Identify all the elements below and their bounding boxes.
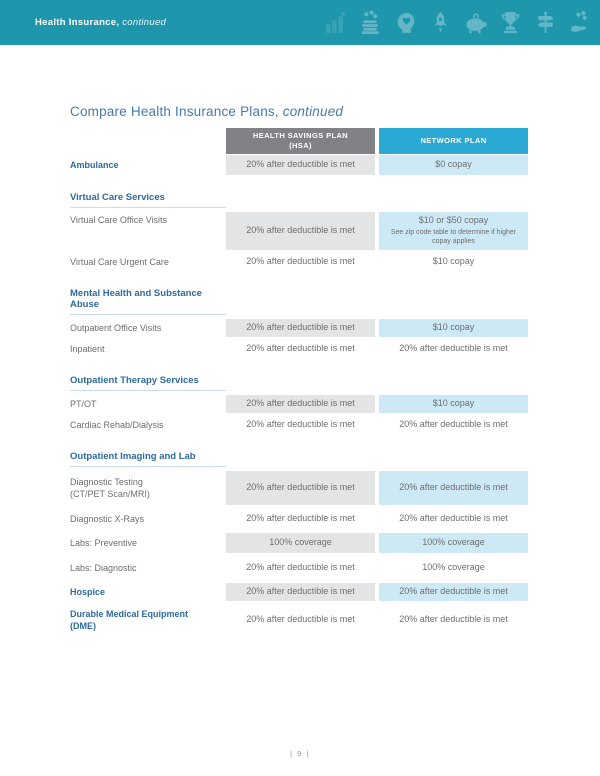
hsa-cell: 20% after deductible is met	[246, 343, 355, 354]
network-cell-note: See zip code table to determine if higher copay applies	[390, 228, 517, 246]
section-imaging-lab	[70, 451, 528, 633]
row-label: Labs: Preventive	[70, 537, 138, 548]
hsa-cell: 20% after deductible is met	[226, 471, 375, 505]
network-cell: $10 copay	[379, 319, 528, 337]
table-row-cardiac-rehab	[70, 416, 528, 434]
comparison-table	[70, 128, 528, 633]
piggy-bank-icon	[463, 10, 488, 35]
page-number: | 9 |	[290, 749, 310, 758]
coins-stack-icon	[358, 10, 383, 35]
table-row-dme	[70, 607, 528, 633]
row-label: Durable Medical Equipment	[70, 608, 189, 619]
network-cell: 100% coverage	[379, 533, 528, 553]
section-title: Virtual Care Services	[70, 192, 226, 208]
network-cell: 20% after deductible is met	[399, 343, 508, 354]
hsa-cell: 20% after deductible is met	[226, 155, 375, 175]
table-row-pt-ot	[70, 395, 528, 413]
row-label: Ambulance	[70, 159, 119, 170]
hsa-cell: 20% after deductible is met	[246, 562, 355, 573]
table-row-labs-preventive	[70, 533, 528, 553]
network-cell: 20% after deductible is met	[379, 471, 528, 505]
chart-coins-icon	[323, 10, 348, 35]
section-title: Mental Health and Substance Abuse	[70, 288, 226, 315]
row-label-line2: (CT/PET Scan/MRI)	[70, 489, 150, 499]
table-row-virtual-urgent-care	[70, 253, 528, 271]
row-label: PT/OT	[70, 398, 97, 409]
signpost-icon	[533, 10, 558, 35]
hsa-cell: 20% after deductible is met	[226, 319, 375, 337]
banner-icon-row	[323, 10, 593, 35]
row-label: Virtual Care Office Visits	[70, 215, 168, 225]
hsa-header-line2: (HSA)	[289, 141, 312, 150]
section-title: Outpatient Imaging and Lab	[70, 451, 226, 467]
network-cell: $0 copay	[379, 155, 528, 175]
banner-title-bold: Health Insurance,	[35, 17, 120, 28]
hsa-cell: 100% coverage	[226, 533, 375, 553]
hsa-cell: 20% after deductible is met	[226, 583, 375, 601]
row-label: Inpatient	[70, 343, 105, 354]
banner-title-italic: continued	[119, 17, 167, 28]
hsa-cell: 20% after deductible is met	[246, 513, 355, 524]
row-label: Virtual Care Urgent Care	[70, 256, 169, 267]
network-cell: 20% after deductible is met	[399, 419, 508, 430]
table-row-inpatient	[70, 340, 528, 358]
table-row-diagnostic-testing	[70, 471, 528, 505]
row-label-line2: (DME)	[70, 621, 96, 631]
hsa-header-line1: HEALTH SAVINGS PLAN	[252, 131, 349, 141]
page-title	[70, 104, 600, 119]
section-virtual-care	[70, 192, 528, 271]
banner-title	[35, 17, 166, 28]
network-cell: 100% coverage	[422, 562, 485, 573]
network-cell: $10 copay	[379, 395, 528, 413]
network-cell: 20% after deductible is met	[399, 614, 508, 625]
table-row-labs-diagnostic	[70, 559, 528, 577]
table-row-virtual-office-visits	[70, 212, 528, 250]
section-mental-health	[70, 288, 528, 358]
page-title-italic: continued	[278, 104, 344, 119]
row-label: Hospice	[70, 586, 106, 597]
row-label: Diagnostic X-Rays	[70, 513, 145, 524]
table-row-ambulance	[70, 155, 528, 175]
page-banner	[0, 0, 600, 45]
section-title: Outpatient Therapy Services	[70, 375, 226, 391]
table-row-hospice	[70, 583, 528, 601]
network-cell: 20% after deductible is met	[379, 583, 528, 601]
network-cell: 20% after deductible is met	[399, 513, 508, 524]
trophy-icon	[498, 10, 523, 35]
network-header-line1: NETWORK PLAN	[420, 136, 487, 146]
row-label: Diagnostic Testing	[70, 476, 143, 487]
header-spacer	[70, 128, 222, 154]
table-row-outpatient-office-visits	[70, 319, 528, 337]
row-label: Cardiac Rehab/Dialysis	[70, 419, 164, 430]
page-title-main: Compare Health Insurance Plans,	[70, 104, 279, 119]
hsa-cell: 20% after deductible is met	[226, 395, 375, 413]
table-row-diagnostic-xrays	[70, 510, 528, 528]
network-cell: $10 or $50 copay See zip code table to determine if higher copay applies	[379, 212, 528, 250]
hsa-cell: 20% after deductible is met	[246, 419, 355, 430]
row-label: Labs: Diagnostic	[70, 562, 137, 573]
network-cell: $10 copay	[432, 256, 475, 267]
network-plan-header	[379, 128, 528, 154]
section-outpatient-therapy	[70, 375, 528, 434]
row-label: Outpatient Office Visits	[70, 322, 162, 333]
hand-coins-icon	[568, 10, 593, 35]
hsa-cell: 20% after deductible is met	[246, 256, 355, 267]
rocket-icon	[428, 10, 453, 35]
hsa-cell: 20% after deductible is met	[226, 212, 375, 250]
head-heart-icon	[393, 10, 418, 35]
hsa-plan-header	[226, 128, 375, 154]
hsa-cell: 20% after deductible is met	[246, 614, 355, 625]
table-header-row	[70, 128, 528, 154]
